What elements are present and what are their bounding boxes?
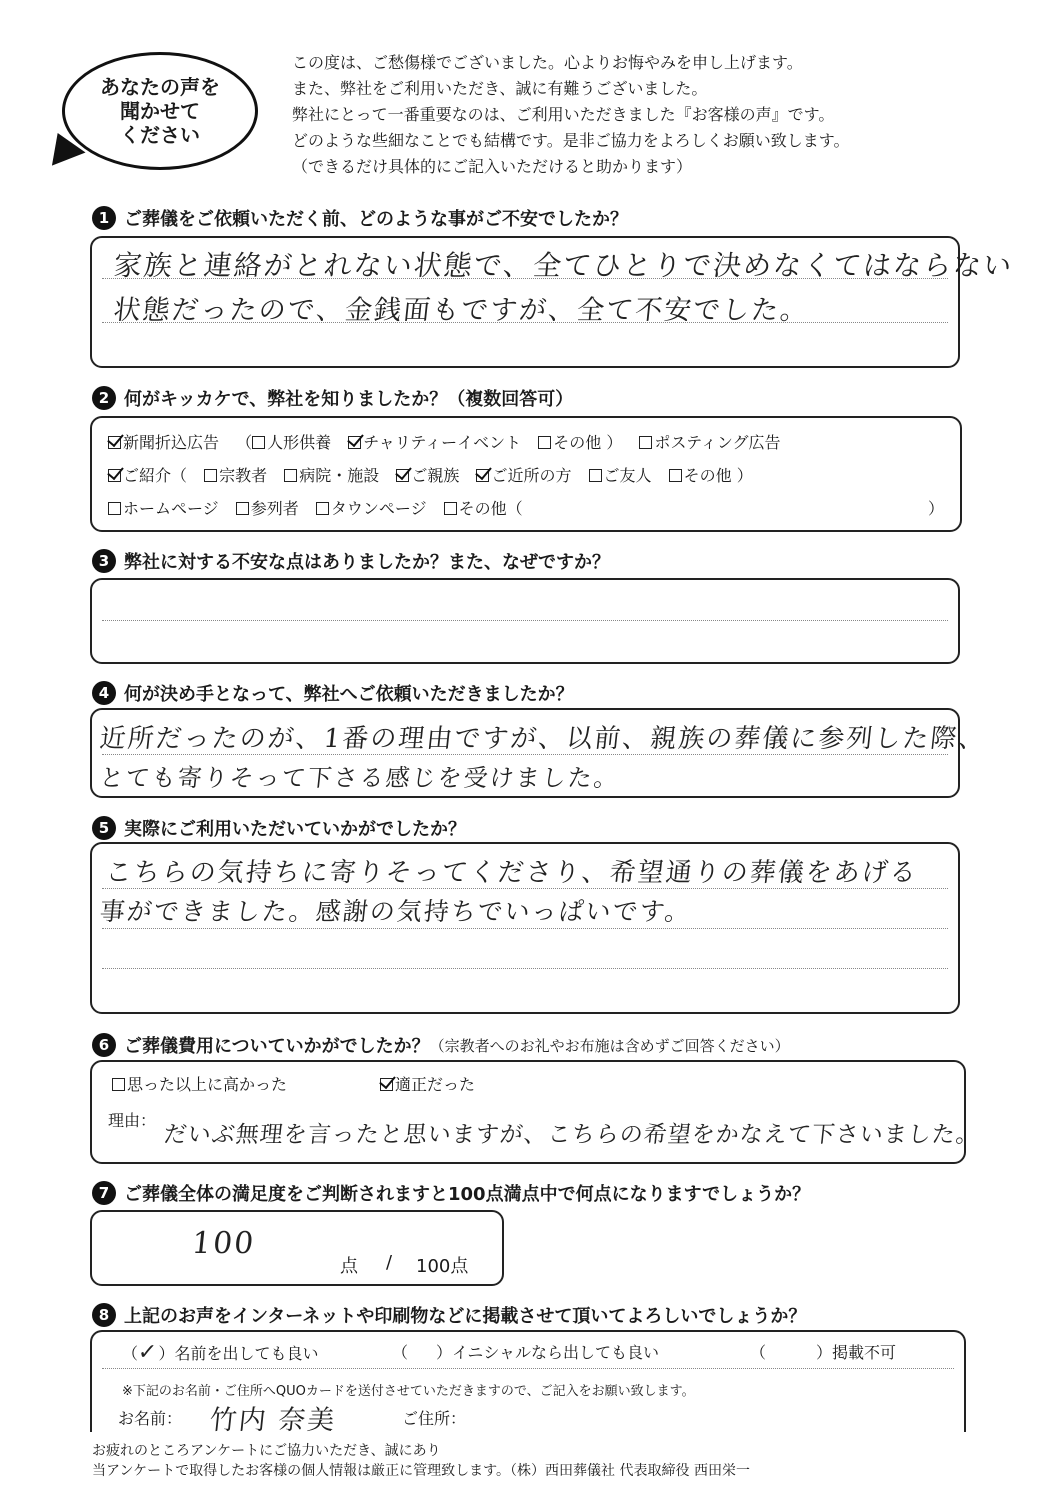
- check-mark-icon: ✓: [136, 1340, 160, 1365]
- q5-answer-line: こちらの気持ちに寄りそってくださり、希望通りの葬儀をあげる: [104, 858, 920, 888]
- q7-max: 100点: [416, 1256, 469, 1277]
- q6-note: （宗教者へのお礼やお布施は含めずご回答ください）: [429, 1036, 790, 1055]
- option-neighbors[interactable]: ご近所の方: [476, 463, 571, 486]
- q7-unit: 点: [340, 1256, 358, 1277]
- footer-line: お疲れのところアンケートにご協力いただき、誠にあり: [92, 1443, 441, 1459]
- option-relatives[interactable]: ご親族: [396, 463, 459, 486]
- checkbox-icon[interactable]: [284, 469, 297, 482]
- name-value: 竹内 奈美: [208, 1405, 338, 1436]
- checkbox-icon[interactable]: [112, 1078, 125, 1091]
- option-hospital[interactable]: 病院・施設: [284, 463, 379, 486]
- q6-box: [90, 1060, 982, 1164]
- option-posting[interactable]: ポスティング広告: [639, 430, 780, 453]
- q1-answer-box[interactable]: [90, 236, 1016, 368]
- footer-line: 当アンケートで取得したお客様の個人情報は厳正に管理致します。（株）西田葬儀社 代表取締役 西田栄一: [92, 1463, 750, 1479]
- q4-answer-line: 近所だったのが、1番の理由ですが、以前、親族の葬儀に参列した際、: [98, 724, 988, 754]
- q2-row-1: [108, 430, 793, 453]
- q3-title: [92, 548, 610, 574]
- q4-title: [92, 680, 574, 706]
- q4-title-text: 何が決め手となって、弊社へご依頼いただきましたか？: [124, 684, 574, 705]
- name-label: お名前：: [118, 1409, 183, 1428]
- q8-option-no[interactable]: （ ）掲載不可: [750, 1343, 897, 1362]
- q2-row-2: [108, 463, 765, 486]
- q8-title: [92, 1302, 806, 1328]
- dotted-line: [102, 928, 948, 929]
- q6-reason-label: 理由：: [108, 1111, 157, 1130]
- q1-answer-line: 家族と連絡がとれない状態で、全てひとりで決めなくてはならない: [112, 249, 1016, 282]
- option-referral[interactable]: ご紹介（: [108, 463, 187, 486]
- dotted-line: [102, 1368, 954, 1369]
- q6-title: [92, 1032, 790, 1058]
- q5-title-text: 実際にご利用いただいていかがでしたか？: [124, 819, 466, 840]
- q8-box: [90, 1330, 966, 1436]
- q2-title-text: 何がキッカケで、弊社を知りましたか？（複数回答可）: [124, 389, 574, 410]
- q3-number: 3: [92, 549, 116, 573]
- q1-title: [92, 205, 628, 231]
- q8-note: ※下記のお名前・ご住所へQUOカードを送付させていただきますので、ご記入をお願い致します。: [122, 1384, 695, 1399]
- q2-number: 2: [92, 386, 116, 410]
- q6-option-expensive[interactable]: 思った以上に高かった: [112, 1072, 287, 1095]
- q8-option-name-ok[interactable]: （✓）名前を出しても良い: [122, 1340, 319, 1365]
- option-religious[interactable]: 宗教者: [204, 463, 267, 486]
- checkbox-checked-icon[interactable]: [396, 469, 409, 482]
- q7-slash: /: [386, 1252, 393, 1273]
- q3-title-text: 弊社に対する不安な点はありましたか？また、なぜですか？: [124, 552, 610, 573]
- q6-title-text: ご葬儀費用についていかがでしたか？: [124, 1036, 430, 1057]
- checkbox-icon[interactable]: [444, 502, 457, 515]
- checkbox-checked-icon[interactable]: [348, 436, 361, 449]
- checkbox-icon[interactable]: [204, 469, 217, 482]
- q1-number: 1: [92, 206, 116, 230]
- q7-title: [92, 1180, 810, 1206]
- option-friends[interactable]: ご友人: [589, 463, 652, 486]
- bubble-text: あなたの声を 聞かせて ください: [100, 75, 220, 147]
- option-townpage[interactable]: タウンページ: [316, 496, 427, 519]
- q8-option-initial-ok[interactable]: （ ）イニシャルなら出しても良い: [392, 1343, 660, 1362]
- q2-options-box: [90, 416, 962, 532]
- checkbox-checked-icon[interactable]: [476, 469, 489, 482]
- q6-number: 6: [92, 1033, 116, 1057]
- checkbox-checked-icon[interactable]: [380, 1078, 393, 1091]
- q3-answer-box[interactable]: [90, 578, 960, 664]
- option-attendee[interactable]: 参列者: [236, 496, 299, 519]
- dotted-line: [102, 620, 948, 621]
- checkbox-icon[interactable]: [639, 436, 652, 449]
- q6-reason-text: だいぶ無理を言ったと思いますが、こちらの希望をかなえて下さいました。: [162, 1122, 982, 1148]
- q5-answer-line: 事ができました。感謝の気持ちでいっぱいです。: [98, 897, 694, 926]
- q5-answer-box[interactable]: [90, 842, 960, 1014]
- option-other-2[interactable]: その他 ）: [669, 463, 753, 486]
- checkbox-icon[interactable]: [108, 502, 121, 515]
- q7-score: 100: [190, 1226, 258, 1261]
- close-paren: ）: [928, 499, 945, 518]
- intro-line: 弊社にとって一番重要なのは、ご利用いただきました『お客様の声』です。: [292, 105, 835, 124]
- q8-number: 8: [92, 1303, 116, 1327]
- address-label: ご住所：: [402, 1409, 467, 1428]
- checkbox-checked-icon[interactable]: [108, 436, 121, 449]
- q7-score-box[interactable]: [90, 1210, 504, 1286]
- intro-line: どのような些細なことでも結構です。是非ご協力をよろしくお願い致します。: [292, 131, 850, 150]
- q8-title-text: 上記のお声をインターネットや印刷物などに掲載させて頂いてよろしいでしょうか？: [124, 1306, 807, 1327]
- q4-answer-line: とても寄りそって下さる感じを受けました。: [98, 764, 622, 792]
- intro-line: （できるだけ具体的にご記入いただけると助かります）: [292, 157, 693, 176]
- option-newspaper[interactable]: 新聞折込広告: [108, 430, 219, 453]
- q7-number: 7: [92, 1181, 116, 1205]
- q6-option-fair[interactable]: 適正だった: [380, 1072, 475, 1095]
- option-charity[interactable]: チャリティーイベント: [348, 430, 521, 453]
- option-other-3[interactable]: その他（: [444, 496, 523, 519]
- option-homepage[interactable]: ホームページ: [108, 496, 219, 519]
- q1-answer-line: 状態だったので、金銭面もですが、全て不安でした。: [112, 295, 811, 326]
- checkbox-icon[interactable]: [236, 502, 249, 515]
- checkbox-icon[interactable]: [589, 469, 602, 482]
- q4-answer-box[interactable]: [90, 708, 988, 798]
- checkbox-icon[interactable]: [669, 469, 682, 482]
- checkbox-checked-icon[interactable]: [108, 469, 121, 482]
- intro-line: この度は、ご愁傷様でございました。心よりお悔やみを申し上げます。: [292, 53, 803, 72]
- q2-row-3: [108, 496, 945, 519]
- intro-text: [292, 50, 1032, 180]
- voice-bubble: [62, 52, 258, 170]
- q1-title-text: ご葬儀をご依頼いただく前、どのような事がご不安でしたか？: [124, 209, 628, 230]
- option-other-1[interactable]: その他 ）: [538, 430, 622, 453]
- q4-number: 4: [92, 681, 116, 705]
- checkbox-icon[interactable]: [316, 502, 329, 515]
- q5-title: [92, 815, 466, 841]
- q5-number: 5: [92, 816, 116, 840]
- intro-line: また、弊社をご利用いただき、誠に有難うございました。: [292, 79, 708, 98]
- checkbox-icon[interactable]: [252, 436, 265, 449]
- dotted-line: [102, 968, 948, 969]
- option-doll[interactable]: （ 人形供養: [236, 433, 332, 452]
- q7-title-text: ご葬儀全体の満足度をご判断されますと100点満点中で何点になりますでしょうか？: [124, 1184, 811, 1205]
- q2-title: [92, 385, 573, 411]
- checkbox-icon[interactable]: [538, 436, 551, 449]
